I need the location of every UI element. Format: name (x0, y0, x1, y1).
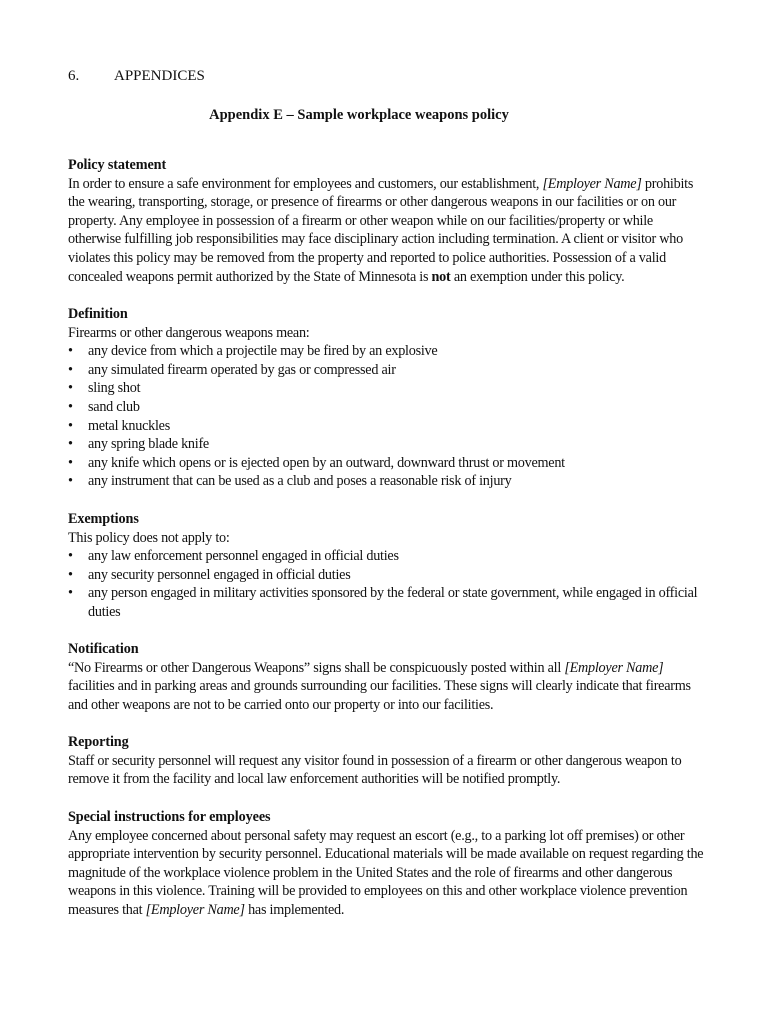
list-item: • sand club (68, 398, 140, 415)
special-instructions-text: Any employee concerned about personal safety may request an escort (e.g., to a parking lot off premises) or other appropriate intervention by security personnel. Educational materials will be made available on request regarding the magnitude of the workplace violence problem in the United States and the role of firearms and other dangerous weapons in this violence. Training will be provided to employees on this and other workplace violence prevention measures that [Employer Name] has implemented. (68, 827, 704, 918)
notification-section (68, 640, 708, 714)
list-item: • any instrument that can be used as a club and poses a reasonable risk of injury (68, 473, 512, 490)
bullet-icon: • (68, 417, 73, 434)
policy-text-emphasis: not (431, 268, 451, 285)
reporting-section (68, 733, 708, 789)
appendix-title: Appendix E – Sample workplace weapons policy (209, 107, 509, 123)
bullet-icon: • (68, 398, 73, 415)
bullet-icon: • (68, 454, 73, 471)
definition-list (68, 342, 708, 491)
policy-text-part2: prohibits the wearing, transporting, storage, or presence of firearms or other dangerous weapons in our facilities or on our property. Any employee in possession of a firearm or other weapon while on our facilities/property or while otherwise fulfilling job responsibilities may face disciplinary action including termination. A client or visitor who violates this policy may be removed from the property and reported to police authorities. Possession of a valid concealed weapons permit authorized by the State of Minnesota is (68, 175, 694, 285)
exemptions-heading: Exemptions (68, 511, 139, 527)
special-instructions-heading: Special instructions for employees (68, 809, 271, 825)
notification-heading: Notification (68, 641, 139, 657)
bullet-icon: • (68, 380, 73, 397)
section-number: 6. (68, 68, 80, 84)
policy-text-part3: an exemption under this policy. (450, 268, 625, 285)
policy-statement-section (68, 156, 708, 286)
exemptions-intro: This policy does not apply to: (68, 529, 230, 546)
employer-name-placeholder: [Employer Name] (542, 175, 642, 192)
bullet-icon: • (68, 361, 73, 378)
definition-intro: Firearms or other dangerous weapons mean: (68, 324, 310, 341)
section-heading (68, 67, 205, 86)
list-item: • any person engaged in military activities sponsored by the federal or state government, while engaged in official duties (68, 585, 698, 620)
employer-name-placeholder: [Employer Name] (145, 901, 245, 918)
reporting-heading: Reporting (68, 734, 129, 750)
list-item: • any spring blade knife (68, 436, 209, 453)
definition-section (68, 305, 708, 491)
reporting-text: Staff or security personnel will request any visitor found in possession of a firearm or other dangerous weapon to remove it from the facility and local law enforcement authorities will be notified promptly. (68, 752, 682, 788)
bullet-icon: • (68, 343, 73, 360)
list-item: • any simulated firearm operated by gas or compressed air (68, 361, 396, 378)
employer-name-placeholder: [Employer Name] (564, 659, 664, 676)
list-item: • any security personnel engaged in official duties (68, 566, 351, 583)
list-item: • any knife which opens or is ejected open by an outward, downward thrust or movement (68, 454, 565, 471)
policy-statement-heading: Policy statement (68, 157, 167, 173)
definition-heading: Definition (68, 306, 128, 322)
notification-text: “No Firearms or other Dangerous Weapons” signs shall be conspicuously posted within all [Employer Name] facilities and in parking areas and grounds surrounding our facilities. These signs will clearly indicate that firearms and other weapons are not to be carried onto our property or into our facilities. (68, 659, 691, 713)
bullet-icon: • (68, 473, 73, 490)
policy-text-part1: In order to ensure a safe environment for employees and customers, our establishment, (68, 175, 543, 192)
section-title: APPENDICES (114, 68, 205, 84)
list-item: • any law enforcement personnel engaged in official duties (68, 548, 399, 565)
special-instructions-section (68, 808, 708, 920)
exemptions-section (68, 510, 708, 622)
bullet-icon: • (68, 585, 73, 602)
policy-statement-text (68, 175, 708, 287)
list-item: • metal knuckles (68, 417, 170, 434)
list-item: • any device from which a projectile may be fired by an explosive (68, 343, 438, 360)
list-item: • sling shot (68, 380, 141, 397)
exemptions-list (68, 547, 708, 621)
bullet-icon: • (68, 548, 73, 565)
bullet-icon: • (68, 436, 73, 453)
bullet-icon: • (68, 566, 73, 583)
